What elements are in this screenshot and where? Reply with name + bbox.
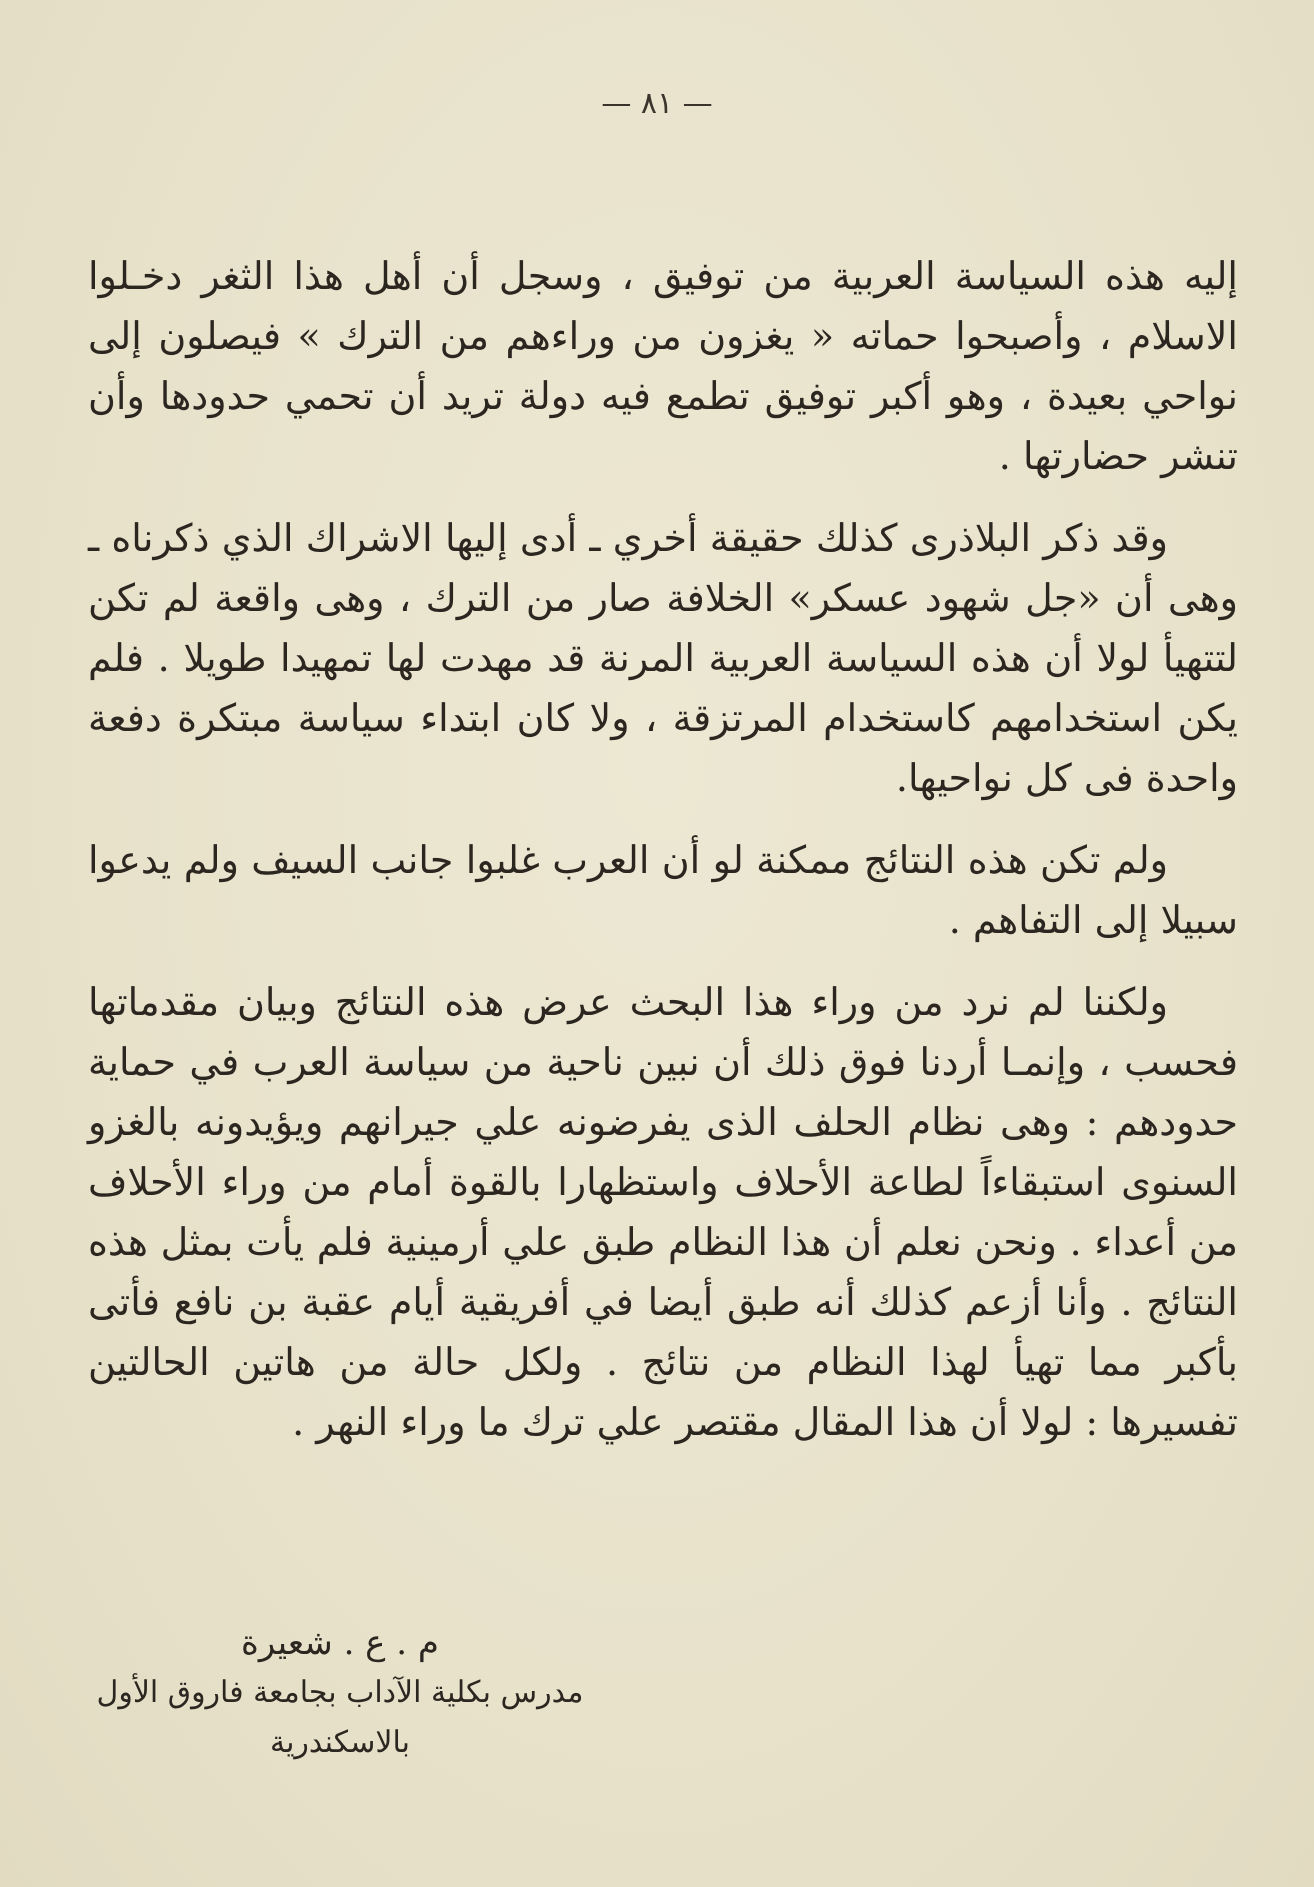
author-title: مدرس بكلية الآداب بجامعة فاروق الأول bbox=[96, 1675, 584, 1710]
author-name: م . ع . شعيرة bbox=[241, 1623, 439, 1663]
article-body bbox=[88, 246, 1238, 1474]
author-signature bbox=[40, 1618, 640, 1768]
paragraph-3: ولم تكن هذه النتائج ممكنة لو أن العرب غلبوا جانب السيف ولم يدعوا سبيلا إلى التفاهم . bbox=[88, 838, 1238, 942]
author-location: بالاسكندرية bbox=[269, 1725, 411, 1760]
paragraph-1: إليه هذه السياسة العربية من توفيق ، وسجل أن أهل هذا الثغر دخـلوا الاسلام ، وأصبحوا حماته « يغزون من وراءهم من الترك » فيصلون إلى نواحي بعيدة ، وهو أكبر توفيق تطمع فيه دولة تريد أن تحمي حدودها وأن تنشر حضارتها . bbox=[88, 254, 1238, 478]
paragraph-2: وقد ذكر البلاذرى كذلك حقيقة أخري ـ أدى إليها الاشراك الذي ذكرناه ـ وهى أن «جل شهود عسكر» الخلافة صار من الترك ، وهى واقعة لم تكن لتتهيأ لولا أن هذه السياسة العربية المرنة قد مهدت لها تمهيدا طويلا . فلم يكن استخدامهم كاستخدام المرتزقة ، ولا كان ابتداء سياسة مبتكرة دفعة واحدة فى كل نواحيها. bbox=[88, 516, 1238, 800]
paragraph-4: ولكننا لم نرد من وراء هذا البحث عرض هذه النتائج وبيان مقدماتها فحسب ، وإنمـا أردنا فوق ذلك أن نبين ناحية من سياسة العرب في حماية حدودهم : وهى نظام الحلف الذى يفرضونه علي جيرانهم ويؤيدونه بالغزو السنوى استبقاءاً لطاعة الأحلاف واستظهارا بالقوة أمام من وراء الأحلاف من أعداء . ونحن نعلم أن هذا النظام طبق علي أرمينية فلم يأت بمثل هذه النتائج . وأنا أزعم كذلك أنه طبق أيضا في أفريقية أيام عقبة بن نافع فأتى بأكبر مما تهيأ لهذا النظام من نتائج . ولكل حالة من هاتين الحالتين تفسيرها : لولا أن هذا المقال مقتصر علي ترك ما وراء النهر . bbox=[88, 980, 1238, 1444]
page-number: — ٨١ — bbox=[601, 86, 713, 121]
